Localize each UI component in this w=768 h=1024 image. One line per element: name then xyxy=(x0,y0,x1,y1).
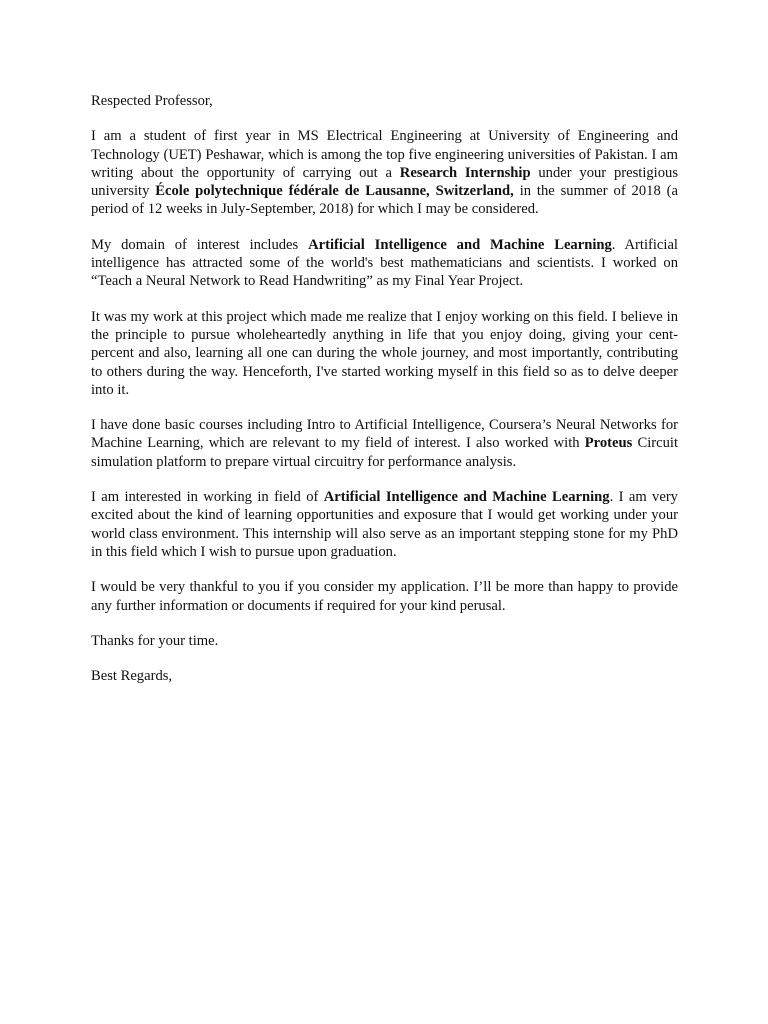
courses-text-1: I have done basic courses including Intro to Artificial Intelligence, Coursera’s Neural Networks for Machine Learning, which are relevant to my field of interest. I also worked with xyxy=(91,417,678,452)
goals-bold-field: Artificial Intelligence and Machine Learning xyxy=(323,489,610,506)
paragraph-interest xyxy=(91,236,678,291)
interest-text-2: . Artificial intelligence has attracted some of the world's best mathematicians and scientists. I worked on “Teach a Neural Network to Read Handwriting” as my Final Year Project. xyxy=(91,236,678,290)
paragraph-intro xyxy=(91,127,678,218)
paragraph-request: I would be very thankful to you if you consider my application. I’ll be more than happy to provide any further information or documents if required for your kind perusal. xyxy=(91,579,678,614)
paragraph-goals xyxy=(91,488,678,561)
goals-text-2: . I am very excited about the kind of learning opportunities and exposure that I would get working under your world class environment. This internship will also serve as an important stepping stone for my PhD in this field which I wish to pursue upon graduation. xyxy=(91,489,678,560)
letter-body xyxy=(91,92,678,702)
salutation: Respected Professor, xyxy=(91,93,213,109)
thanks-line: Thanks for your time. xyxy=(91,632,219,649)
closing-line: Best Regards, xyxy=(91,668,173,685)
goals-text-1: I am interested in working in field of xyxy=(91,489,324,506)
courses-bold-proteus: Proteus xyxy=(584,435,633,452)
interest-bold-field: Artificial Intelligence and Machine Learning xyxy=(308,236,612,253)
courses-text-2: Circuit simulation platform to prepare virtual circuitry for performance analysis. xyxy=(91,435,678,470)
intro-text-1: I am a student of first year in MS Electrical Engineering at University of Engineering and Technology (UET) Peshawar, which is among the top five engineering universities of Pakistan. I am writing about the opportunity of carrying out a xyxy=(91,128,678,181)
intro-text-3: in the summer of 2018 (a period of 12 weeks in July-September, 2018) for which I may be considered. xyxy=(91,183,678,218)
intro-bold-internship: Research Internship xyxy=(399,164,531,181)
paragraph-courses xyxy=(91,416,678,471)
paragraph-motivation: It was my work at this project which made me realize that I enjoy working on this field. I believe in the principle to pursue wholeheartedly anything in life that you enjoy doing, giving your cent-percent and also, learning all one can during the whole journey, and most importantly, contributing to others during the way. Henceforth, I've started working myself in this field so as to delve deeper into it. xyxy=(91,308,678,398)
interest-text-1: My domain of interest includes xyxy=(91,236,309,253)
intro-text-2: under your prestigious university xyxy=(91,164,678,200)
intro-bold-university: École polytechnique fédérale de Lausanne, Switzerland, xyxy=(155,183,514,200)
